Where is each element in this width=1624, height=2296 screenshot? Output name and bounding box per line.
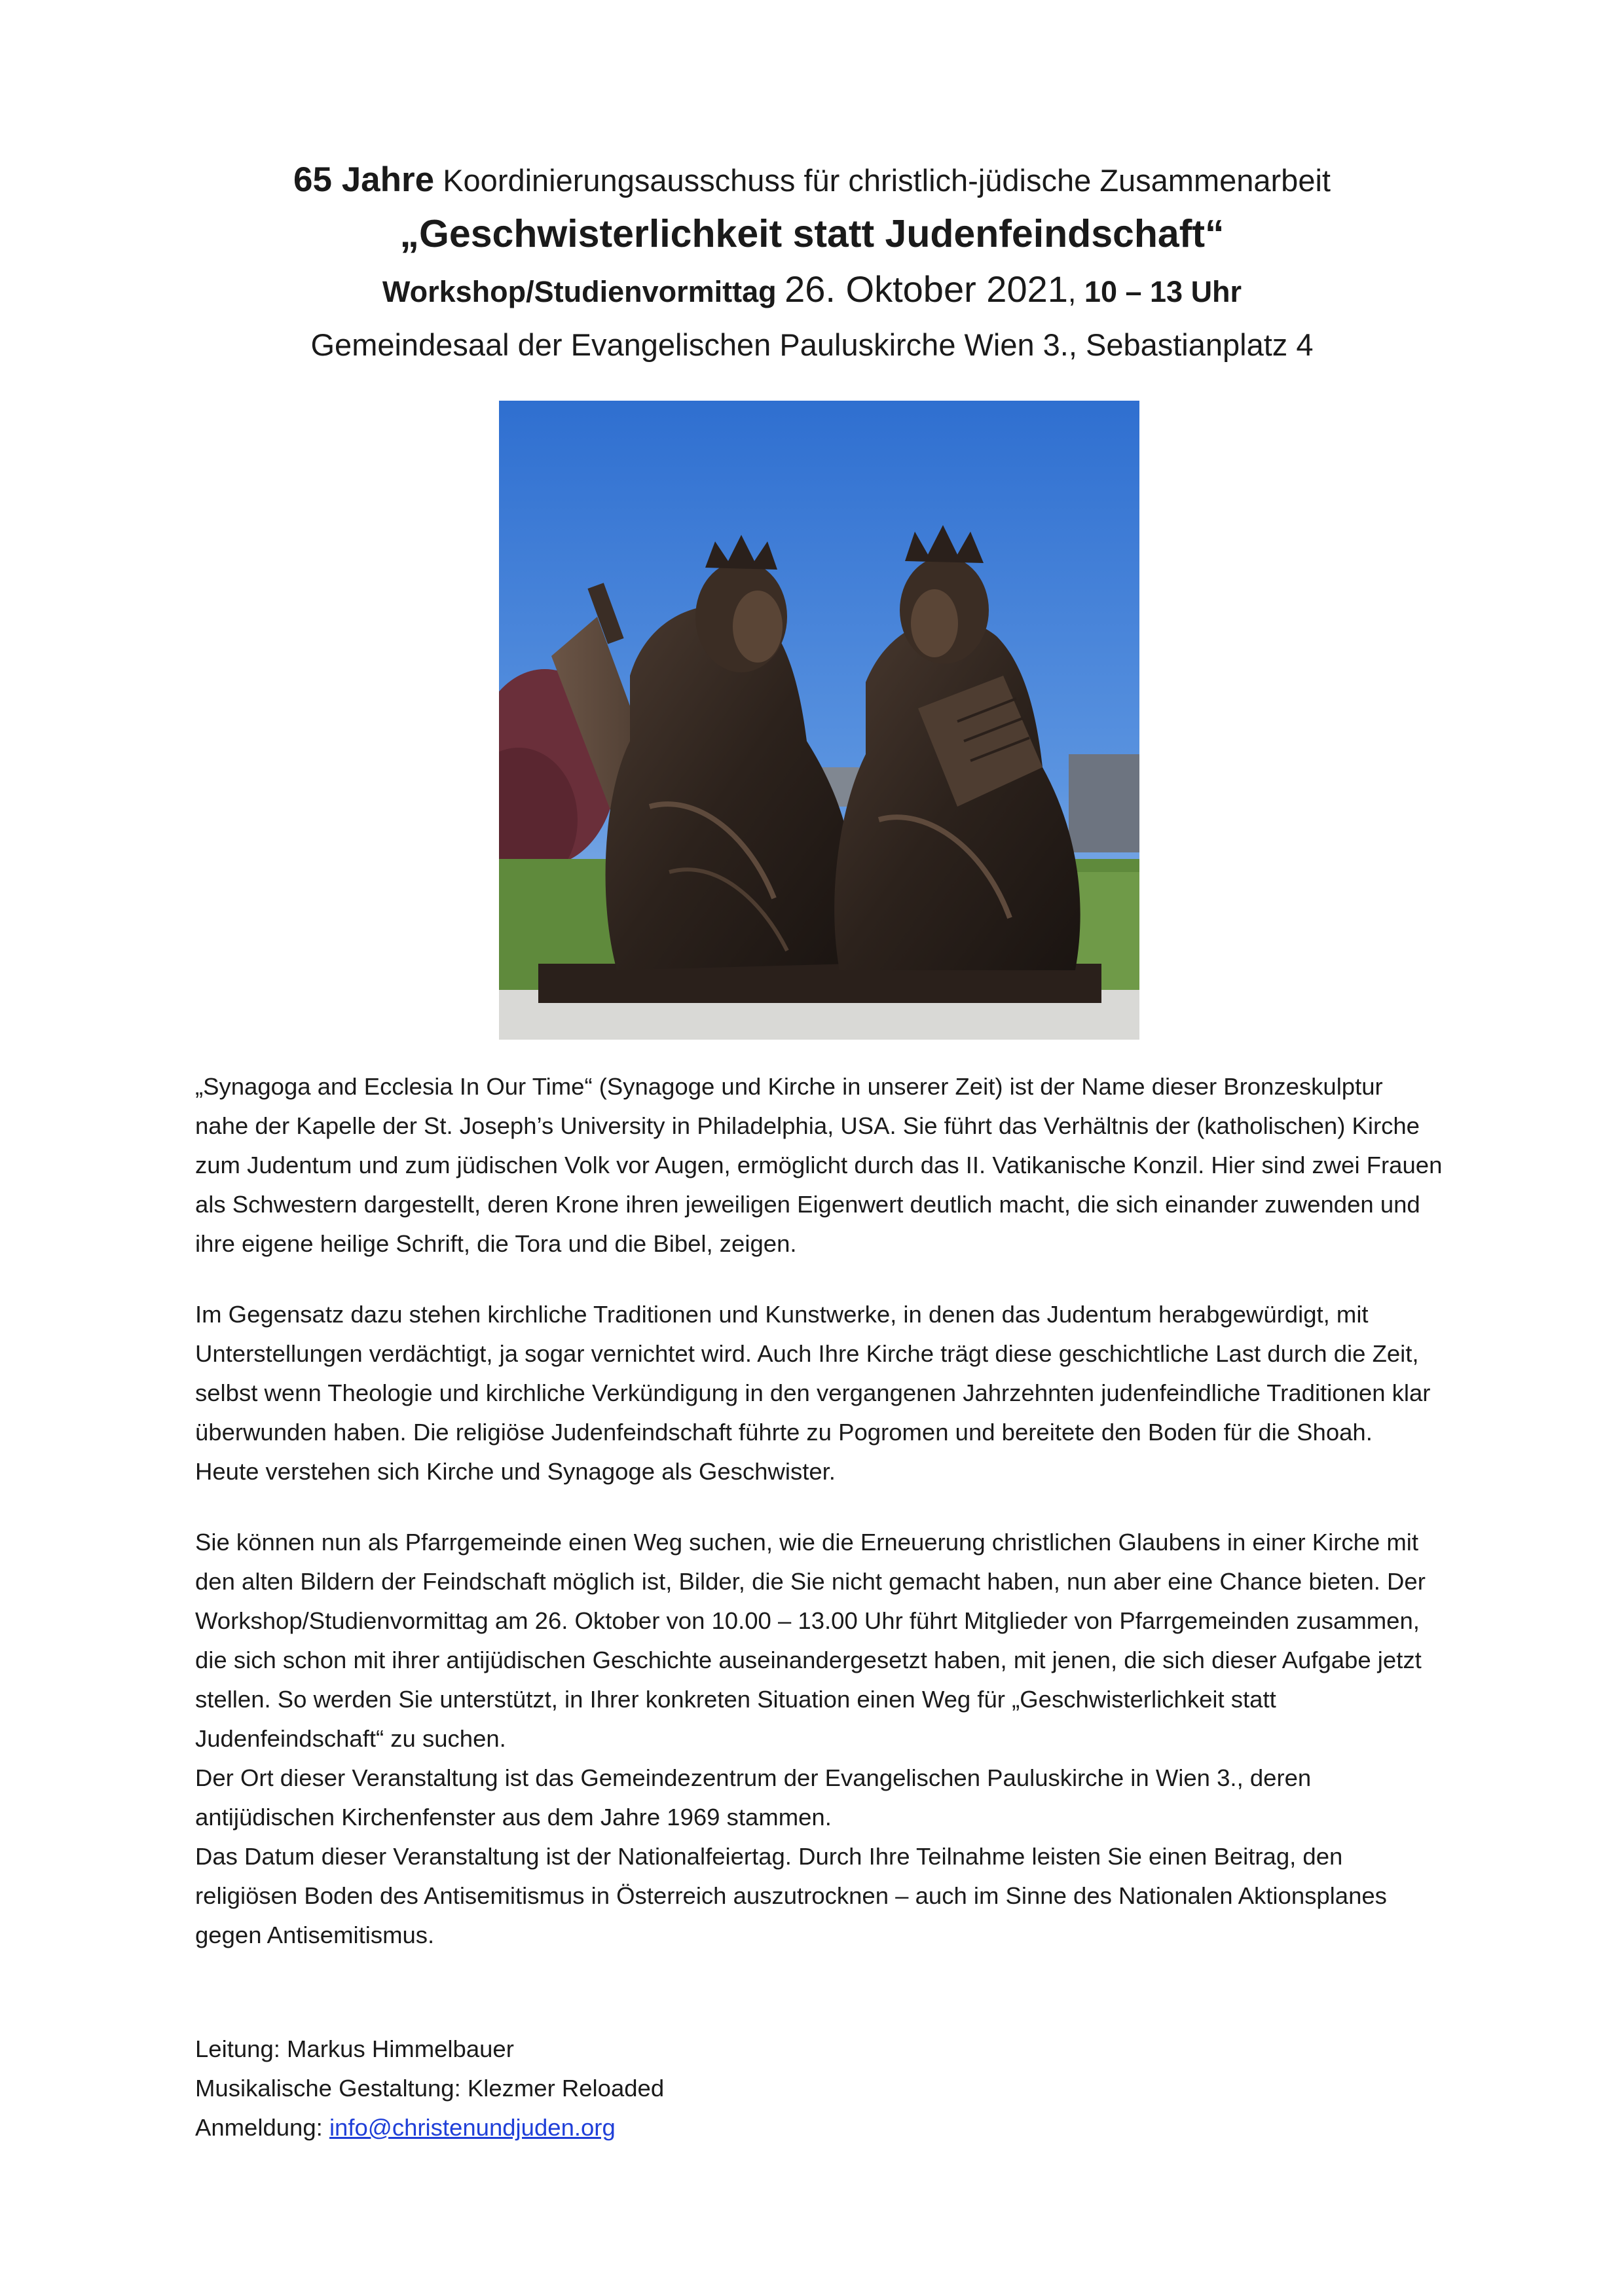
sculpture-photo xyxy=(499,401,1139,1040)
footer-info xyxy=(195,2030,1443,2147)
registration-label: Anmeldung: xyxy=(195,2114,329,2141)
event-venue: Gemeindesaal der Evangelischen Pauluskirche Wien 3., Sebastianplatz 4 xyxy=(310,327,1314,362)
event-title: „Geschwisterlichkeit statt Judenfeindschaft“ xyxy=(399,212,1225,255)
paragraph-tradition: Im Gegensatz dazu stehen kirchliche Traditionen und Kunstwerke, in denen das Judentum herabgewürdigt, mit Unterstellungen verdächtigt, ja sogar vernichtet wird. Auch Ihre Kirche trägt diese geschichtliche Last durch die Zeit, selbst wenn Theologie und kirchliche Verkündigung in den vergangenen Jahrzehnten judenfeindliche Traditionen klar überwunden haben. Die religiöse Judenfeindschaft führte zu Pogromen und bereitete den Boden für die Shoah. Heute verstehen sich Kirche und Synagoge als Geschwister. xyxy=(195,1301,1431,1485)
header-line-organization xyxy=(0,157,1624,204)
paragraph-sculpture: „Synagoga and Ecclesia In Our Time“ (Synagoge und Kirche in unserer Zeit) ist der Name dieser Bronzeskulptur nahe der Kapelle der St. Joseph’s University in Philadelphia, USA. Sie führt das Verhältnis der (katholischen) Kirche zum Judentum und zum jüdischen Volk vor Augen, ermöglicht durch das II. Vatikanische Konzil. Hier sind zwei Frauen als Schwestern dargestellt, deren Krone ihren jeweiligen Eigenwert deutlich macht, die sich einander zuwenden und ihre eigene heilige Schrift, die Tora und die Bibel, zeigen. xyxy=(195,1073,1443,1257)
leitung-line: Leitung: Markus Himmelbauer xyxy=(195,2035,514,2062)
paragraph-date: Das Datum dieser Veranstaltung ist der Nationalfeiertag. Durch Ihre Teilnahme leisten Sie einen Beitrag, den religiösen Boden des Antisemitismus in Österreich auszutrocknen – auch im Sinne des Nationalen Aktionsplanes gegen Antisemitismus. xyxy=(195,1843,1387,1948)
music-line: Musikalische Gestaltung: Klezmer Reloaded xyxy=(195,2075,665,2102)
body-text xyxy=(195,1067,1443,1955)
organization-name: Koordinierungsausschuss für christlich-jüdische Zusammenarbeit xyxy=(443,163,1331,198)
event-type: Workshop/Studienvormittag xyxy=(382,275,777,308)
registration-email-link[interactable]: info@christenundjuden.org xyxy=(329,2114,616,2141)
event-date: 26. Oktober 2021 xyxy=(784,268,1068,310)
sculpture-image xyxy=(499,401,1139,1040)
paragraph-gap xyxy=(195,1491,1443,1523)
event-time: 10 – 13 Uhr xyxy=(1084,275,1242,308)
paragraph-workshop: Sie können nun als Pfarrgemeinde einen Weg suchen, wie die Erneuerung christlichen Glaubens in einer Kirche mit den alten Bildern der Feindschaft möglich ist, Bilder, die Sie nicht gemacht haben, nun aber eine Chance bieten. Der Workshop/Studienvormittag am 26. Oktober von 10.00 – 13.00 Uhr führt Mitglieder von Pfarrgemeinden zusammen, die sich schon mit ihrer antijüdischen Geschichte auseinandergesetzt haben, mit jenen, die sich dieser Aufgabe jetzt stellen. So werden Sie unterstützt, in Ihrer konkreten Situation einen Weg für „Geschwisterlichkeit statt Judenfeindschaft“ zu suchen. xyxy=(195,1529,1426,1752)
event-header xyxy=(0,157,1624,369)
registration-line xyxy=(195,2108,1443,2147)
anniversary-label: 65 Jahre xyxy=(293,160,435,199)
paragraph-gap xyxy=(195,1264,1443,1295)
paragraph-venue: Der Ort dieser Veranstaltung ist das Gemeindezentrum der Evangelischen Pauluskirche in Wien 3., deren antijüdischen Kirchenfenster aus dem Jahre 1969 stammen. xyxy=(195,1764,1312,1831)
date-separator: , xyxy=(1067,275,1077,308)
header-line-date xyxy=(0,264,1624,318)
